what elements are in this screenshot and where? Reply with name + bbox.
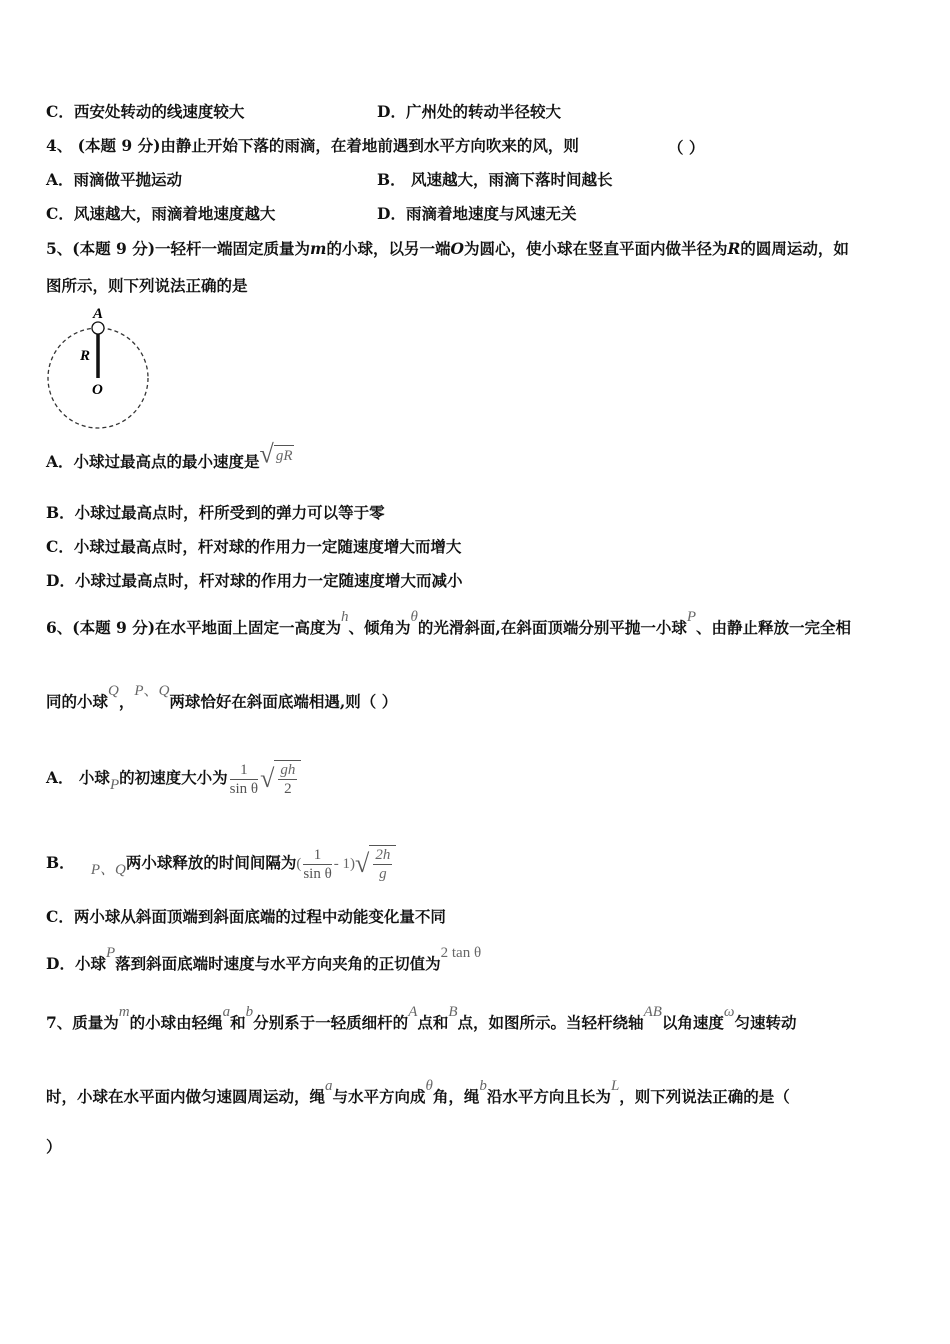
q6-option-c: C．两小球从斜面顶端到斜面底端的过程中动能变化量不同 xyxy=(46,907,446,926)
q6-stem-line2: 同的小球Q，P、Q两球恰好在斜面底端相遇,则（ ） xyxy=(46,683,398,711)
q6-option-a: A． 小球P的初速度大小为 $\frac{1}{\text{sin θ}}$ √ $\frac{gh}{2}$ xyxy=(46,760,301,798)
q5-option-c: C．小球过最高点时，杆对球的作用力一定随速度增大而增大 xyxy=(46,537,462,556)
q6-option-d: D．小球P落到斜面底端时速度与水平方向夹角的正切值为2 tan θ xyxy=(46,945,482,973)
q6-option-b: B． P、Q两小球释放的时间间隔为( $\frac{1}{\text{sin θ}}$ - 1)√ $\frac{2h}{g}$ xyxy=(46,845,396,883)
q4-option-c: C．风速越大，雨滴着地速度越大 xyxy=(46,204,276,223)
q4-option-b: B． 风速越大，雨滴下落时间越长 xyxy=(377,170,613,189)
ball xyxy=(92,322,104,334)
q4-option-d: D．雨滴着地速度与风速无关 xyxy=(377,204,577,223)
label-a: A xyxy=(93,306,104,322)
q5-option-a: A．小球过最高点的最小速度是√ gR xyxy=(46,440,293,471)
q5-option-d: D．小球过最高点时，杆对球的作用力一定随速度增大而减小 xyxy=(46,571,463,590)
q7-stem-line1: 7、质量为m的小球由轻绳a和b分别系于一轻质细杆的A点和B点，如图所示。当轻杆绕轴AB以角速度ω匀速转动 xyxy=(46,1004,797,1032)
q3-option-c: C．西安处转动的线速度较大 xyxy=(46,102,245,121)
q4-answer-paren: （ ） xyxy=(668,138,705,157)
q5-option-b: B．小球过最高点时，杆所受到的弹力可以等于零 xyxy=(46,503,385,522)
q5-stem-line1: 5、(本题 9 分)一轻杆一端固定质量为m的小球，以另一端O为圆心，使小球在竖直平面内做半径为R的圆周运动，如 xyxy=(46,239,849,258)
q6-stem-line1: 6、(本题 9 分)在水平地面上固定一高度为h、倾角为θ的光滑斜面,在斜面顶端分别平抛一小球P、由静止释放一完全相 xyxy=(46,609,852,637)
q3-option-d: D．广州处的转动半径较大 xyxy=(377,102,561,121)
q4-stem: 4、 (本题 9 分)由静止开始下落的雨滴，在着地前遇到水平方向吹来的风，则 xyxy=(46,136,579,155)
q7-stem-line3: ） xyxy=(46,1137,62,1156)
q7-stem-line2: 时，小球在水平面内做匀速圆周运动，绳a与水平方向成θ角，绳b沿水平方向且长为L，则下列说法正确的是（ xyxy=(46,1078,790,1106)
q5-stem-line2: 图所示，则下列说法正确的是 xyxy=(46,276,248,295)
label-o: O xyxy=(92,382,103,398)
q5-circle-figure xyxy=(40,302,160,434)
label-r: R xyxy=(80,348,91,364)
q4-option-a: A．雨滴做平抛运动 xyxy=(46,170,183,189)
